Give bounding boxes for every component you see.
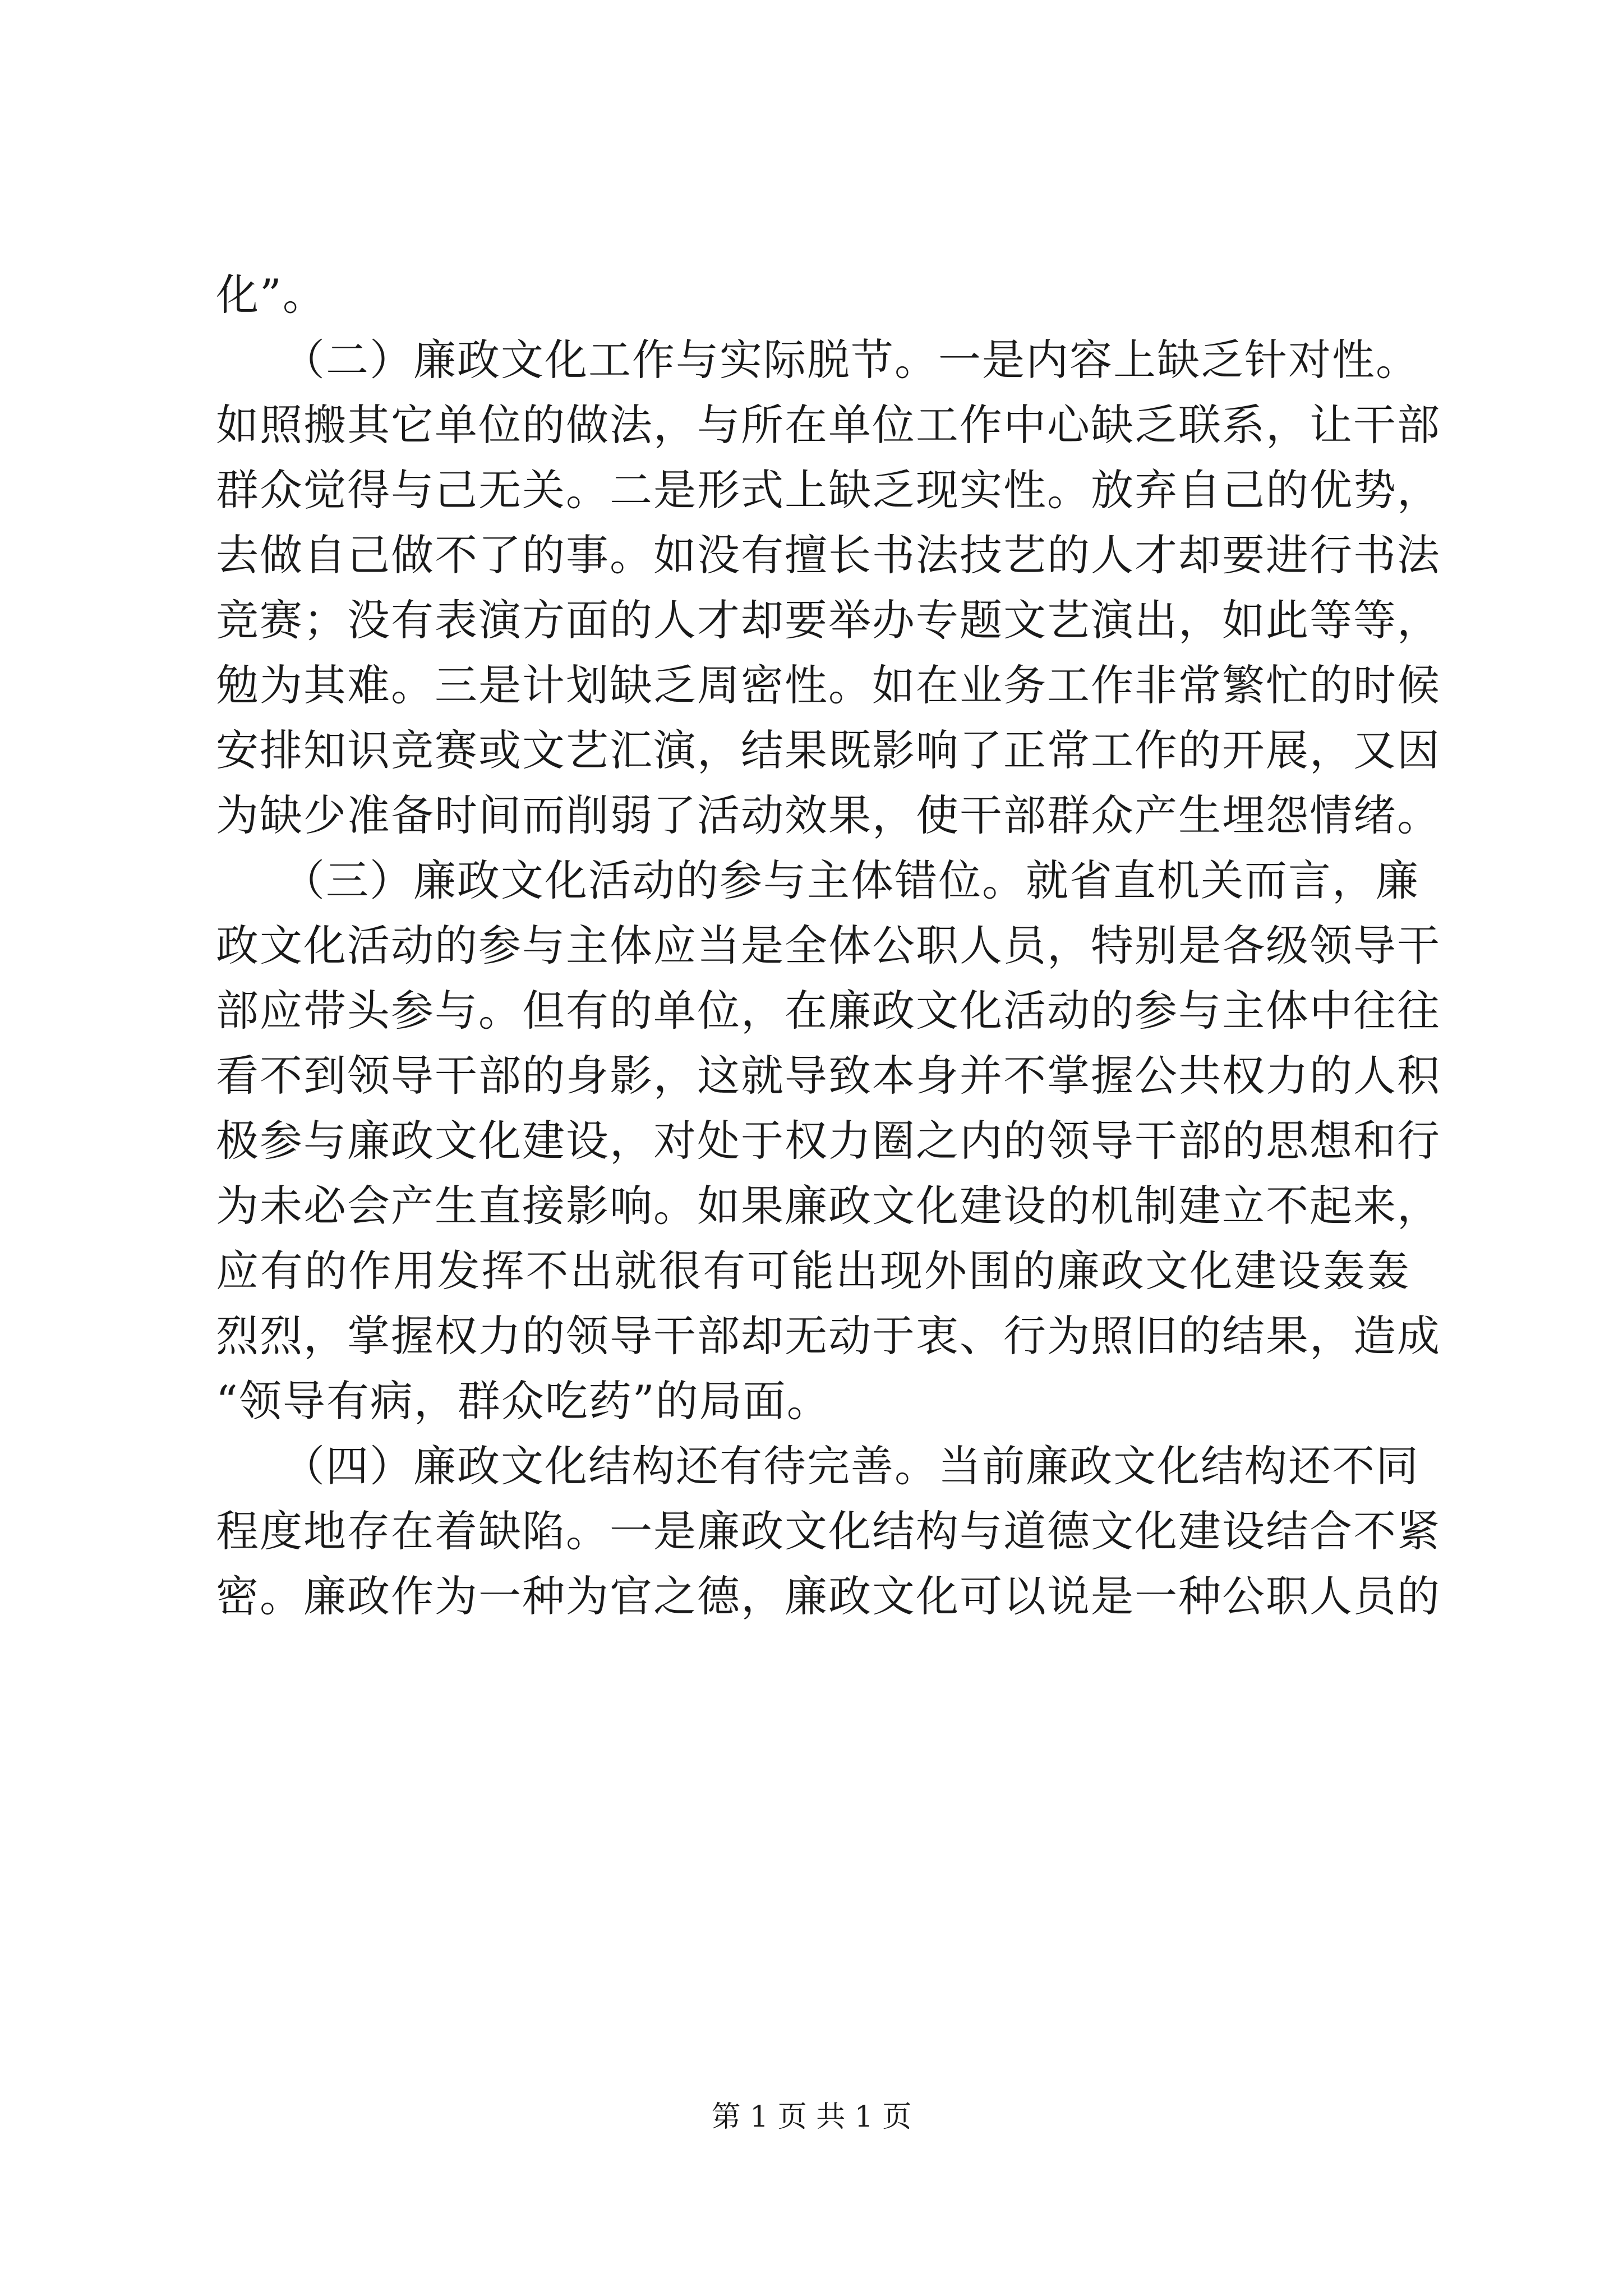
text-line: （三）廉政文化活动的参与主体错位。就省直机关而言，廉 xyxy=(216,855,1419,905)
text-line: 为缺少准备时间而削弱了活动效果，使干部群众产生埋怨情绪。 xyxy=(216,790,1441,840)
text-line: 如照搬其它单位的做法，与所在单位工作中心缺乏联系，让干部 xyxy=(216,400,1441,450)
text-line: 看不到领导干部的身影，这就导致本身并不掌握公共权力的人积 xyxy=(216,1051,1441,1101)
text-line: 烈烈，掌握权力的领导干部却无动于衷、行为照旧的结果，造成 xyxy=(216,1311,1441,1361)
text-line: （二）廉政文化工作与实际脱节。一是内容上缺乏针对性。 xyxy=(216,335,1419,385)
text-line: 安排知识竞赛或文艺汇演，结果既影响了正常工作的开展，又因 xyxy=(216,725,1441,775)
text-line: 为未必会产生直接影响。如果廉政文化建设的机制建立不起来， xyxy=(216,1181,1441,1231)
text-line: 应有的作用发挥不出就很有可能出现外围的廉政文化建设轰轰 xyxy=(216,1246,1410,1296)
text-line: 部应带头参与。但有的单位，在廉政文化活动的参与主体中往往 xyxy=(216,986,1441,1036)
text-line: 群众觉得与己无关。二是形式上缺乏现实性。放弃自己的优势， xyxy=(216,465,1441,515)
text-line: 竞赛；没有表演方面的人才却要举办专题文艺演出，如此等等， xyxy=(216,595,1441,645)
page-footer: 第 1 页 共 1 页 xyxy=(711,2100,912,2134)
text-line: 密。廉政作为一种为官之德，廉政文化可以说是一种公职人员的 xyxy=(216,1571,1441,1621)
text-line: “领导有病，群众吃药”的局面。 xyxy=(216,1376,831,1426)
text-line: 政文化活动的参与主体应当是全体公职人员，特别是各级领导干 xyxy=(216,921,1441,970)
text-line: 程度地存在着缺陷。一是廉政文化结构与道德文化建设结合不紧 xyxy=(216,1506,1441,1556)
text-line: 极参与廉政文化建设，对处于权力圈之内的领导干部的思想和行 xyxy=(216,1116,1441,1166)
text-line: 去做自己做不了的事。如没有擅长书法技艺的人才却要进行书法 xyxy=(216,530,1441,580)
text-line: （四）廉政文化结构还有待完善。当前廉政文化结构还不同 xyxy=(216,1441,1419,1491)
text-line: 化”。 xyxy=(216,270,326,320)
text-line: 勉为其难。三是计划缺乏周密性。如在业务工作非常繁忙的时候 xyxy=(216,660,1441,710)
body-text xyxy=(216,263,1441,1629)
